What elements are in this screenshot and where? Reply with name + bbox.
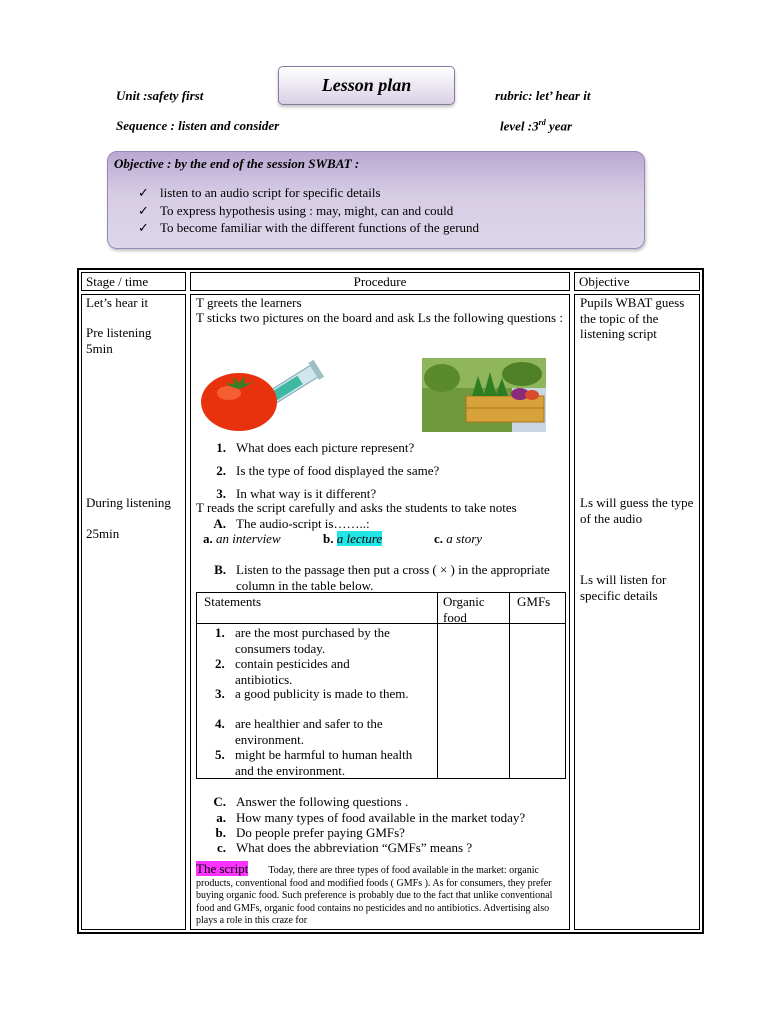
- statement-item: 3. a good publicity is made to them.: [215, 686, 409, 701]
- objective-item: ✓ To express hypothesis using : may, might, can and could: [138, 203, 454, 218]
- sequence-label: Sequence : listen and consider: [116, 118, 280, 133]
- statements-table: [196, 592, 566, 779]
- statement-item: 4. are healthier and safer to the environment.: [215, 716, 383, 747]
- objective-text: Ls will guess the type of the audio: [580, 495, 694, 526]
- task-c: C. Answer the following questions .: [213, 794, 409, 809]
- question-item: 3. In what way is it different?: [216, 486, 377, 501]
- option-a: a. an interview: [203, 531, 281, 546]
- procedure-text: T greets the learners: [196, 295, 302, 310]
- stage-column: [81, 294, 186, 930]
- statement-item: 2. contain pesticides and antibiotics.: [215, 656, 350, 687]
- objective-title: Objective : by the end of the session SWBAT :: [114, 156, 360, 171]
- task-a: A. The audio-script is……..:: [213, 516, 370, 531]
- stage-text: 5min: [86, 341, 113, 356]
- c-question: c. What does the abbreviation “GMFs” means ?: [216, 840, 473, 855]
- procedure-text: T reads the script carefully and asks the students to take notes: [196, 500, 517, 515]
- question-item: 2. Is the type of food displayed the same?: [216, 463, 440, 478]
- stage-text: Let’s hear it: [86, 295, 149, 310]
- inner-header: GMFs: [517, 594, 551, 609]
- checkmark-icon: ✓: [138, 185, 149, 200]
- inner-header: Statements: [204, 594, 262, 609]
- stage-text: 25min: [86, 526, 120, 541]
- script-label: The script: [196, 861, 249, 876]
- header-cell: Procedure: [190, 272, 570, 291]
- checkmark-icon: ✓: [138, 220, 149, 235]
- procedure-text: T sticks two pictures on the board and ask Ls the following questions :: [196, 310, 563, 325]
- c-question: b. Do people prefer paying GMFs?: [215, 825, 405, 840]
- option-b: b. a lecture: [323, 531, 383, 546]
- unit-label: Unit :safety first: [116, 88, 204, 103]
- level-label: level :3rd year: [500, 118, 573, 134]
- objective-box: [107, 151, 645, 249]
- objective-item: ✓ listen to an audio script for specific details: [138, 185, 381, 200]
- statement-item: 1. are the most purchased by the consumers today.: [215, 625, 390, 656]
- header-cell: Stage / time: [81, 272, 186, 291]
- tomato-syringe-image: [199, 355, 327, 432]
- checkmark-icon: ✓: [138, 203, 149, 218]
- stage-text: During listening: [86, 495, 171, 510]
- question-item: 1. What does each picture represent?: [216, 440, 415, 455]
- rubric-label: rubric: let’ hear it: [495, 88, 591, 103]
- c-question: a. How many types of food available in the market today?: [216, 810, 526, 825]
- vegetable-crate-image: [422, 358, 546, 432]
- stage-text: Pre listening: [86, 325, 152, 340]
- inner-header: Organic food: [443, 594, 485, 625]
- script-text: Today, there are three types of food available in the market: organic products, conventional food and modified foods ( GMFs ). As for consumers, they prefer buying organic food. Such preference is probably due to the fact that unlike conventional food and GMFs, organic food contains no pesticides and no antibiotics. Advertising also plays a role in this craze for: [196, 865, 553, 926]
- header-cell: Objective: [574, 272, 700, 291]
- script-paragraph: [196, 863, 566, 928]
- objective-column: [574, 294, 700, 930]
- task-b: B. Listen to the passage then put a cross ( × ) in the appropriate column in the table below.: [214, 562, 550, 593]
- lesson-plan-title: Lesson plan: [278, 66, 455, 105]
- objective-item: ✓ To become familiar with the different functions of the gerund: [138, 220, 480, 235]
- objective-text: Pupils WBAT guess the topic of the listening script: [580, 295, 685, 341]
- objective-text: Ls will listen for specific details: [580, 572, 667, 603]
- option-c: c. a story: [434, 531, 483, 546]
- statement-item: 5. might be harmful to human health and the environment.: [215, 747, 413, 778]
